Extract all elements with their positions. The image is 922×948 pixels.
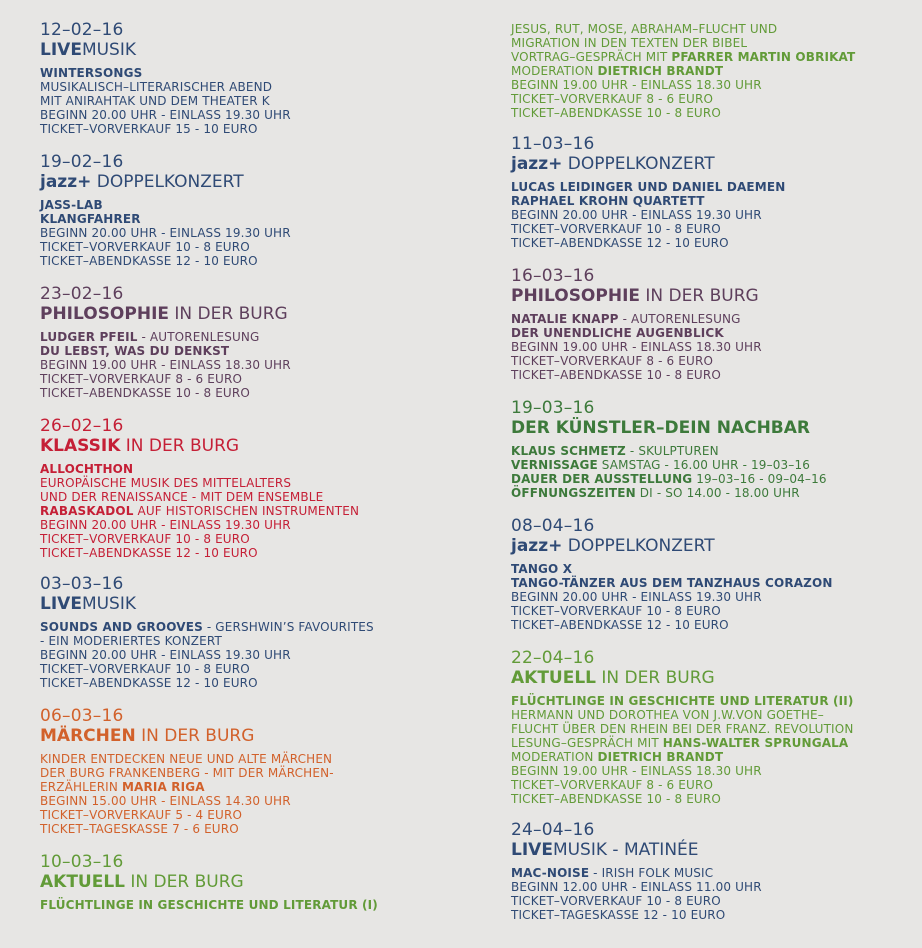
detail-highlight: JASS-LAB: [40, 198, 103, 212]
event-category-rest: IN DER BURG: [135, 726, 255, 746]
detail-highlight: TANGO X: [511, 562, 573, 576]
event-details: [40, 198, 480, 268]
event-details: [511, 444, 911, 500]
event-detail-line: [511, 486, 911, 500]
detail-prefix: ERZÄHLERIN: [40, 780, 122, 794]
event-detail-line: [511, 194, 911, 208]
event-detail-line: [511, 312, 911, 326]
event-entry: [40, 20, 480, 136]
event-detail-line: [511, 236, 911, 250]
detail-highlight: DIETRICH BRANDT: [597, 64, 724, 78]
detail-text: FLUCHT ÜBER DEN RHEIN BEI DER FRANZ. REVOLUTION: [511, 722, 854, 736]
event-category: LIVE: [511, 840, 553, 860]
detail-text: DI - SO 14.00 - 18.00 UHR: [635, 486, 800, 500]
event-date: 24–04–16: [511, 820, 595, 840]
event-category: jazz+: [511, 154, 563, 174]
event-category: jazz+: [511, 536, 563, 556]
detail-text: TICKET–ABENDKASSE 12 - 10 EURO: [40, 254, 258, 268]
event-entry: [40, 706, 480, 836]
event-detail-line: [40, 108, 480, 122]
event-category-rest: DOPPELKONZERT: [562, 154, 715, 174]
detail-highlight: HANS-WALTER SPRUNGALA: [662, 736, 849, 750]
event-date: 19–03–16: [511, 398, 595, 418]
detail-text: TICKET–VORVERKAUF 8 - 6 EURO: [40, 372, 243, 386]
event-detail-line: [40, 518, 480, 532]
event-heading: [511, 536, 911, 557]
event-heading: [511, 668, 911, 689]
detail-highlight: LUCAS LEIDINGER UND DANIEL DAEMEN: [511, 180, 786, 194]
event-heading: [511, 286, 911, 307]
event-detail-line: [511, 604, 911, 618]
event-detail-line: [40, 620, 480, 634]
event-heading: [511, 418, 911, 439]
event-entry: [511, 516, 911, 632]
event-detail-line: [40, 94, 480, 108]
detail-text: TICKET–VORVERKAUF 10 - 8 EURO: [511, 894, 721, 908]
event-details: [511, 866, 911, 922]
detail-text: - AUTORENLESUNG: [137, 330, 260, 344]
event-heading: [40, 436, 480, 457]
detail-highlight: DU LEBST, WAS DU DENKST: [40, 344, 230, 358]
detail-text: BEGINN 19.00 UHR - EINLASS 18.30 UHR: [511, 764, 762, 778]
detail-text: TICKET–VORVERKAUF 8 - 6 EURO: [511, 92, 714, 106]
event-detail-line: [40, 240, 480, 254]
event-details: [511, 312, 911, 382]
event-entry: [40, 852, 480, 912]
detail-text: - AUTORENLESUNG: [618, 312, 741, 326]
event-entry: [511, 398, 911, 500]
detail-prefix: MODERATION: [511, 64, 598, 78]
detail-highlight: NATALIE KNAPP: [511, 312, 619, 326]
event-entry: [40, 152, 480, 268]
event-category: jazz+: [40, 172, 92, 192]
detail-text: TICKET–ABENDKASSE 12 - 10 EURO: [511, 236, 729, 250]
event-detail-line: [40, 254, 480, 268]
event-detail-line: [511, 590, 911, 604]
detail-text: 19–03–16 - 09–04–16: [692, 472, 827, 486]
detail-text: - IRISH FOLK MUSIC: [589, 866, 714, 880]
event-continuation: [511, 22, 911, 120]
detail-highlight: KLAUS SCHMETZ: [511, 444, 626, 458]
event-detail-line: [40, 344, 480, 358]
detail-text: TICKET–ABENDKASSE 10 - 8 EURO: [40, 386, 250, 400]
event-detail-line: [40, 648, 480, 662]
detail-text: AUF HISTORISCHEN INSTRUMENTEN: [133, 504, 360, 518]
event-detail-line: [511, 722, 911, 736]
detail-text: TICKET–VORVERKAUF 10 - 8 EURO: [511, 222, 721, 236]
event-detail-line: [511, 64, 911, 78]
event-detail-line: [511, 92, 911, 106]
event-detail-line: [511, 368, 911, 382]
detail-text: JESUS, RUT, MOSE, ABRAHAM–FLUCHT UND: [511, 22, 778, 36]
event-details: [511, 562, 911, 632]
event-detail-line: [511, 180, 911, 194]
detail-text: - EIN MODERIERTES KONZERT: [40, 634, 222, 648]
event-detail-line: [511, 78, 911, 92]
detail-text: TICKET–VORVERKAUF 10 - 8 EURO: [40, 662, 250, 676]
detail-text: TICKET–VORVERKAUF 10 - 8 EURO: [40, 532, 250, 546]
event-detail-line: [511, 106, 911, 120]
event-details: [40, 66, 480, 136]
event-detail-line: [511, 22, 911, 36]
event-detail-line: [40, 358, 480, 372]
event-detail-line: [511, 208, 911, 222]
event-category: PHILOSOPHIE: [511, 286, 641, 306]
detail-prefix: VORTRAG–GESPRÄCH MIT: [511, 50, 672, 64]
event-detail-line: [511, 866, 911, 880]
event-category: LIVE: [40, 40, 82, 60]
event-entry: [40, 574, 480, 690]
event-category-rest: DOPPELKONZERT: [562, 536, 715, 556]
detail-text: BEGINN 20.00 UHR - EINLASS 19.30 UHR: [511, 208, 762, 222]
event-details: [511, 180, 911, 250]
detail-text: BEGINN 20.00 UHR - EINLASS 19.30 UHR: [40, 108, 291, 122]
event-heading: [40, 872, 480, 893]
event-heading: [40, 594, 480, 615]
detail-highlight: ÖFFNUNGSZEITEN: [511, 486, 636, 500]
detail-text: MUSIKALISCH–LITERARISCHER ABEND: [40, 80, 273, 94]
event-detail-line: [511, 576, 911, 590]
event-date: 06–03–16: [40, 706, 124, 726]
event-detail-line: [40, 462, 480, 476]
event-category-rest: IN DER BURG: [169, 304, 288, 324]
event-detail-line: [40, 122, 480, 136]
detail-text: TICKET–ABENDKASSE 12 - 10 EURO: [40, 546, 258, 560]
event-detail-line: [511, 326, 911, 340]
event-detail-line: [40, 490, 480, 504]
event-detail-line: [511, 562, 911, 576]
event-date: 12–02–16: [40, 20, 124, 40]
event-detail-line: [40, 386, 480, 400]
detail-text: BEGINN 20.00 UHR - EINLASS 19.30 UHR: [511, 590, 762, 604]
event-details: [40, 620, 480, 690]
event-entry: [511, 266, 911, 382]
detail-highlight: MAC-NOISE: [511, 866, 590, 880]
detail-highlight: FLÜCHTLINGE IN GESCHICHTE UND LITERATUR (I): [40, 898, 378, 912]
event-detail-line: [511, 908, 911, 922]
event-detail-line: [40, 676, 480, 690]
event-entry: [511, 648, 911, 806]
detail-text: TICKET–ABENDKASSE 10 - 8 EURO: [511, 368, 721, 382]
event-detail-line: [40, 898, 480, 912]
detail-highlight: LUDGER PFEIL: [40, 330, 138, 344]
detail-highlight: DAUER DER AUSSTELLUNG: [511, 472, 693, 486]
detail-text: BEGINN 20.00 UHR - EINLASS 19.30 UHR: [40, 518, 291, 532]
detail-highlight: KLANGFAHRER: [40, 212, 141, 226]
detail-text: SAMSTAG - 16.00 UHR - 19–03–16: [597, 458, 811, 472]
event-category: AKTUELL: [40, 872, 126, 892]
event-category-rest: MUSIK: [81, 40, 137, 60]
event-detail-line: [511, 618, 911, 632]
detail-text: KINDER ENTDECKEN NEUE UND ALTE MÄRCHEN: [40, 752, 333, 766]
detail-text: UND DER RENAISSANCE - MIT DEM ENSEMBLE: [40, 490, 324, 504]
event-category-rest: IN DER BURG: [640, 286, 759, 306]
event-category-rest: MUSIK - MATINÉE: [552, 840, 699, 860]
detail-text: BEGINN 19.00 UHR - EINLASS 18.30 UHR: [511, 78, 762, 92]
event-detail-line: [511, 778, 911, 792]
detail-highlight: MARIA RIGA: [121, 780, 205, 794]
event-detail-line: [511, 50, 911, 64]
detail-text: TICKET–VORVERKAUF 5 - 4 EURO: [40, 808, 243, 822]
detail-text: MIT ANIRAHTAK UND DEM THEATER K: [40, 94, 270, 108]
detail-text: - GERSHWIN’S FAVOURITES: [202, 620, 374, 634]
event-detail-line: [40, 794, 480, 808]
event-detail-line: [511, 354, 911, 368]
event-detail-line: [511, 708, 911, 722]
detail-highlight: WINTERSONGS: [40, 66, 143, 80]
event-details: [40, 462, 480, 560]
event-detail-line: [40, 476, 480, 490]
detail-text: TICKET–VORVERKAUF 15 - 10 EURO: [40, 122, 258, 136]
detail-highlight: RAPHAEL KROHN QUARTETT: [511, 194, 705, 208]
detail-text: BEGINN 19.00 UHR - EINLASS 18.30 UHR: [511, 340, 762, 354]
detail-text: BEGINN 12.00 UHR - EINLASS 11.00 UHR: [511, 880, 762, 894]
event-detail-line: [40, 634, 480, 648]
event-detail-line: [511, 694, 911, 708]
detail-text: EUROPÄISCHE MUSIK DES MITTELALTERS: [40, 476, 292, 490]
event-date: 03–03–16: [40, 574, 124, 594]
event-detail-line: [40, 752, 480, 766]
event-entry: [511, 820, 911, 922]
detail-text: - SKULPTUREN: [625, 444, 719, 458]
event-date: 11–03–16: [511, 134, 595, 154]
detail-text: BEGINN 20.00 UHR - EINLASS 19.30 UHR: [40, 648, 291, 662]
detail-text: TICKET–ABENDKASSE 12 - 10 EURO: [40, 676, 258, 690]
event-category: PHILOSOPHIE: [40, 304, 170, 324]
event-category: DER KÜNSTLER–DEIN NACHBAR: [511, 418, 811, 438]
detail-text: TICKET–TAGESKASSE 7 - 6 EURO: [40, 822, 239, 836]
detail-highlight: SOUNDS AND GROOVES: [40, 620, 203, 634]
detail-text: TICKET–ABENDKASSE 10 - 8 EURO: [511, 792, 721, 806]
detail-highlight: PFARRER MARTIN OBRIKAT: [671, 50, 856, 64]
event-category: KLASSIK: [40, 436, 121, 456]
detail-highlight: FLÜCHTLINGE IN GESCHICHTE UND LITERATUR (II): [511, 694, 854, 708]
event-detail-line: [511, 444, 911, 458]
detail-prefix: MODERATION: [511, 750, 598, 764]
event-detail-line: [40, 330, 480, 344]
event-detail-line: [40, 808, 480, 822]
detail-text: BEGINN 15.00 UHR - EINLASS 14.30 UHR: [40, 794, 291, 808]
detail-text: TICKET–TAGESKASSE 12 - 10 EURO: [511, 908, 726, 922]
event-detail-line: [40, 212, 480, 226]
detail-text: BEGINN 20.00 UHR - EINLASS 19.30 UHR: [40, 226, 291, 240]
detail-text: TICKET–ABENDKASSE 12 - 10 EURO: [511, 618, 729, 632]
event-category-rest: DOPPELKONZERT: [91, 172, 244, 192]
event-category-rest: IN DER BURG: [125, 872, 244, 892]
detail-text: DER BURG FRANKENBERG - MIT DER MÄRCHEN-: [40, 766, 334, 780]
event-detail-line: [511, 764, 911, 778]
detail-highlight: DIETRICH BRANDT: [597, 750, 724, 764]
event-category: AKTUELL: [511, 668, 597, 688]
detail-text: TICKET–VORVERKAUF 10 - 8 EURO: [511, 604, 721, 618]
event-heading: [40, 726, 480, 747]
event-detail-line: [40, 372, 480, 386]
event-detail-line: [40, 198, 480, 212]
event-detail-line: [40, 780, 480, 794]
event-category-rest: IN DER BURG: [120, 436, 240, 456]
event-detail-line: [40, 80, 480, 94]
detail-text: TICKET–VORVERKAUF 10 - 8 EURO: [40, 240, 250, 254]
event-entry: [511, 134, 911, 250]
event-details: [40, 752, 480, 836]
event-detail-line: [40, 546, 480, 560]
detail-highlight: TANGO-TÄNZER AUS DEM TANZHAUS CORAZON: [511, 576, 833, 590]
event-detail-line: [511, 472, 911, 486]
event-details: [511, 694, 911, 806]
event-category: LIVE: [40, 594, 82, 614]
event-detail-line: [40, 532, 480, 546]
event-detail-line: [40, 822, 480, 836]
event-detail-line: [511, 458, 911, 472]
event-detail-line: [40, 662, 480, 676]
event-detail-line: [511, 736, 911, 750]
event-date: 10–03–16: [40, 852, 124, 872]
event-date: 22–04–16: [511, 648, 595, 668]
event-entry: [40, 416, 480, 560]
event-details: [40, 898, 480, 912]
event-details: [40, 330, 480, 400]
event-detail-line: [511, 792, 911, 806]
detail-text: TICKET–VORVERKAUF 8 - 6 EURO: [511, 354, 714, 368]
event-date: 08–04–16: [511, 516, 595, 536]
detail-text: TICKET–ABENDKASSE 10 - 8 EURO: [511, 106, 721, 120]
detail-highlight: ALLOCHTHON: [40, 462, 134, 476]
event-heading: [40, 40, 480, 61]
event-date: 19–02–16: [40, 152, 124, 172]
event-detail-line: [511, 750, 911, 764]
event-heading: [40, 304, 480, 325]
event-detail-line: [511, 340, 911, 354]
event-heading: [511, 840, 911, 861]
event-detail-line: [511, 880, 911, 894]
detail-highlight: VERNISSAGE: [511, 458, 598, 472]
event-category-rest: MUSIK: [81, 594, 137, 614]
detail-text: TICKET–VORVERKAUF 8 - 6 EURO: [511, 778, 714, 792]
event-detail-line: [511, 222, 911, 236]
event-detail-line: [40, 226, 480, 240]
event-entry: [40, 284, 480, 400]
event-detail-line: [40, 66, 480, 80]
event-heading: [40, 172, 480, 193]
detail-text: MIGRATION IN DEN TEXTEN DER BIBEL: [511, 36, 748, 50]
detail-highlight: RABASKADOL: [40, 504, 134, 518]
detail-prefix: LESUNG–GESPRÄCH MIT: [511, 736, 663, 750]
detail-text: BEGINN 19.00 UHR - EINLASS 18.30 UHR: [40, 358, 291, 372]
event-detail-line: [511, 36, 911, 50]
event-detail-line: [40, 504, 480, 518]
event-heading: [511, 154, 911, 175]
event-detail-line: [511, 894, 911, 908]
event-date: 23–02–16: [40, 284, 124, 304]
detail-highlight: DER UNENDLICHE AUGENBLICK: [511, 326, 724, 340]
event-date: 26–02–16: [40, 416, 124, 436]
event-detail-line: [40, 766, 480, 780]
event-category-rest: IN DER BURG: [596, 668, 715, 688]
detail-text: HERMANN UND DOROTHEA VON J.W.VON GOETHE–: [511, 708, 824, 722]
event-date: 16–03–16: [511, 266, 595, 286]
event-category: MÄRCHEN: [40, 726, 136, 746]
